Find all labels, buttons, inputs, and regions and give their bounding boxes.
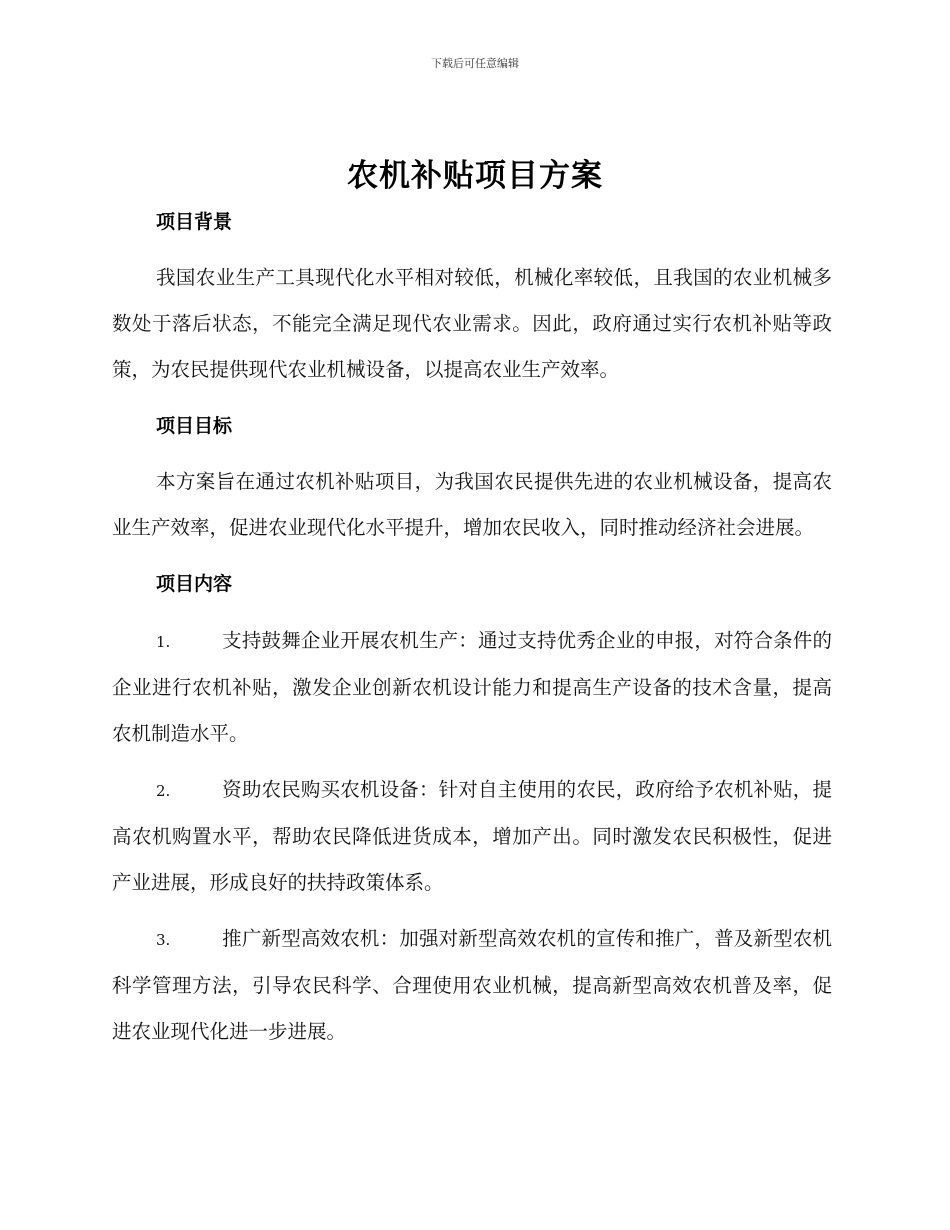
section-heading-background: 项目背景 (156, 211, 233, 233)
section-heading-content: 项目内容 (156, 573, 233, 595)
document-title: 农机补贴项目方案 (347, 158, 603, 194)
list-item (112, 618, 832, 757)
list-item-text: 支持鼓舞企业开展农机生产：通过支持优秀企业的申报，对符合条件的企业进行农机补贴，激发企业创新农机设计能力和提高生产设备的技术含量，提高农机制造水平。 (112, 629, 832, 745)
list-item-number: 3. (156, 931, 171, 949)
section-heading-goal: 项目目标 (156, 415, 233, 437)
document-body (112, 200, 832, 1055)
list-item (112, 767, 832, 906)
list-item-number: 2. (156, 782, 171, 800)
list-item-number: 1. (156, 633, 171, 651)
list-item-text: 推广新型高效农机：加强对新型高效农机的宣传和推广，普及新型农机科学管理方法，引导农民科学、合理使用农业机械，提高新型高效农机普及率，促进农业现代化进一步进展。 (112, 927, 832, 1043)
paragraph-background: 我国农业生产工具现代化水平相对较低，机械化率较低，且我国的农业机械多数处于落后状态，不能完全满足现代农业需求。因此，政府通过实行农机补贴等政策，为农民提供现代农业机械设备，以提高农业生产效率。 (112, 266, 832, 381)
paragraph-goal: 本方案旨在通过农机补贴项目，为我国农民提供先进的农业机械设备，提高农业生产效率，促进农业现代化水平提升，增加农民收入，同时推动经济社会进展。 (112, 470, 832, 539)
list-item-text: 资助农民购买农机设备：针对自主使用的农民，政府给予农机补贴，提高农机购置水平，帮助农民降低进货成本，增加产出。同时激发农民积极性，促进产业进展，形成良好的扶持政策体系。 (112, 778, 832, 894)
page-header-note: 下载后可任意编辑 (431, 57, 519, 70)
list-item (112, 916, 832, 1055)
